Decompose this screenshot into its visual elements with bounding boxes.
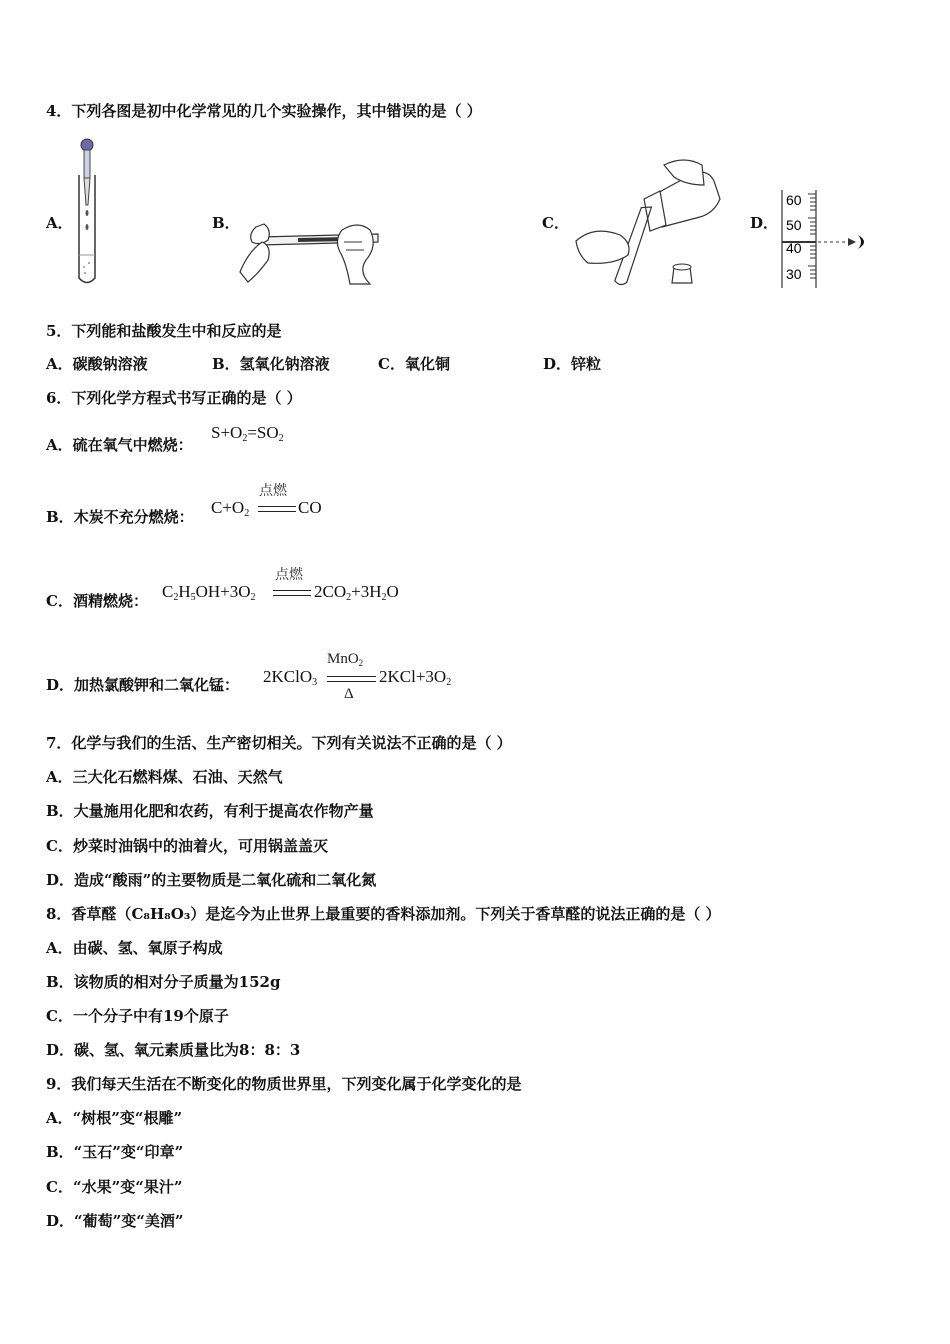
cylinder-tick-50: 50 [786, 217, 802, 233]
measuring-cylinder-reading-image [778, 190, 878, 290]
q6-option-c-products: $2CO_2+3H_2O$ [314, 582, 399, 603]
q6-option-d-reactants: 2KClO$_3$ [263, 667, 318, 688]
q9-option-a: A．“树根”变“根雕” [46, 1109, 183, 1127]
q5-option-d: D．锌粒 [543, 355, 602, 373]
q5-stem: 5．下列能和盐酸发生中和反应的是 [46, 322, 282, 340]
q7-option-d: D．造成“酸雨”的主要物质是二氧化硫和二氧化氮 [46, 871, 377, 889]
q6-option-d-label: D．加热氯酸钾和二氧化锰： [46, 676, 240, 694]
q8-option-b: B．该物质的相对分子质量为152g [46, 973, 281, 991]
q6-option-b-reactants: $C+O_2$ [211, 498, 250, 519]
cylinder-tick-60: 60 [786, 192, 802, 208]
q9-stem: 9．我们每天生活在不断变化的物质世界里，下列变化属于化学变化的是 [46, 1075, 522, 1093]
q8-option-a: A．由碳、氢、氧原子构成 [46, 939, 223, 957]
q7-option-c: C．炒菜时油锅中的油着火，可用锅盖盖灭 [46, 837, 328, 855]
q4-option-b-label: B． [212, 214, 240, 232]
q4-option-d-label: D． [750, 214, 779, 232]
q8-option-c: C．一个分子中有19个原子 [46, 1007, 229, 1025]
q8-stem: 8．香草醛（C₈H₈O₃）是迄今为止世界上最重要的香料添加剂。下列关于香草醛的说法正确的是（ ） [46, 905, 721, 923]
q6-option-d-heat: Δ [344, 686, 354, 702]
q9-option-c: C．“水果”变“果汁” [46, 1178, 183, 1196]
q4-option-a-label: A． [46, 214, 73, 232]
q9-option-b: B．“玉石”变“印章” [46, 1143, 184, 1161]
q6-option-a-equation: $S+O_2=SO_2$ [211, 423, 284, 444]
cylinder-tick-40: 40 [786, 240, 802, 256]
q6-option-b-label: B．木炭不充分燃烧： [46, 508, 194, 526]
q8-option-d: D．碳、氢、氧元素质量比为8：8：3 [46, 1041, 301, 1059]
q7-stem: 7．化学与我们的生活、生产密切相关。下列有关说法不正确的是（ ） [46, 734, 512, 752]
q5-option-c: C．氧化铜 [378, 355, 450, 373]
q6-option-c-reactants: $C_2H_5OH+3O_2$ [162, 582, 256, 603]
q4-option-c-label: C． [542, 214, 569, 232]
q6-option-a-label: A．硫在氧气中燃烧： [46, 436, 193, 454]
q6-option-c-condition: 点燃 [275, 567, 303, 583]
q9-option-d: D．“葡萄”变“美酒” [46, 1212, 184, 1230]
hands-holding-test-tube-image [238, 212, 388, 287]
q7-option-b: B．大量施用化肥和农药，有利于提高农作物产量 [46, 802, 374, 820]
q6-option-c-label: C．酒精燃烧： [46, 592, 148, 610]
q6-stem: 6．下列化学方程式书写正确的是（ ） [46, 389, 302, 407]
q6-option-b-arrow [258, 506, 296, 512]
q4-stem: 4．下列各图是初中化学常见的几个实验操作，其中错误的是（ ） [46, 102, 482, 120]
q6-option-d-catalyst: MnO$_2$ [327, 651, 364, 668]
q6-option-d-products: $2KCl+3O_2$ [379, 667, 452, 688]
q6-option-d-arrow [327, 676, 376, 682]
q6-option-b-products: CO [298, 498, 322, 517]
q6-option-c-arrow [273, 590, 311, 596]
pouring-liquid-image [574, 155, 724, 290]
q7-option-a: A．三大化石燃料煤、石油、天然气 [46, 768, 283, 786]
dropper-in-test-tube-image [74, 135, 108, 287]
cylinder-tick-30: 30 [786, 266, 802, 282]
q6-option-b-condition: 点燃 [259, 483, 287, 499]
q5-option-b: B．氢氧化钠溶液 [212, 355, 330, 373]
q5-option-a: A．碳酸钠溶液 [46, 355, 148, 373]
